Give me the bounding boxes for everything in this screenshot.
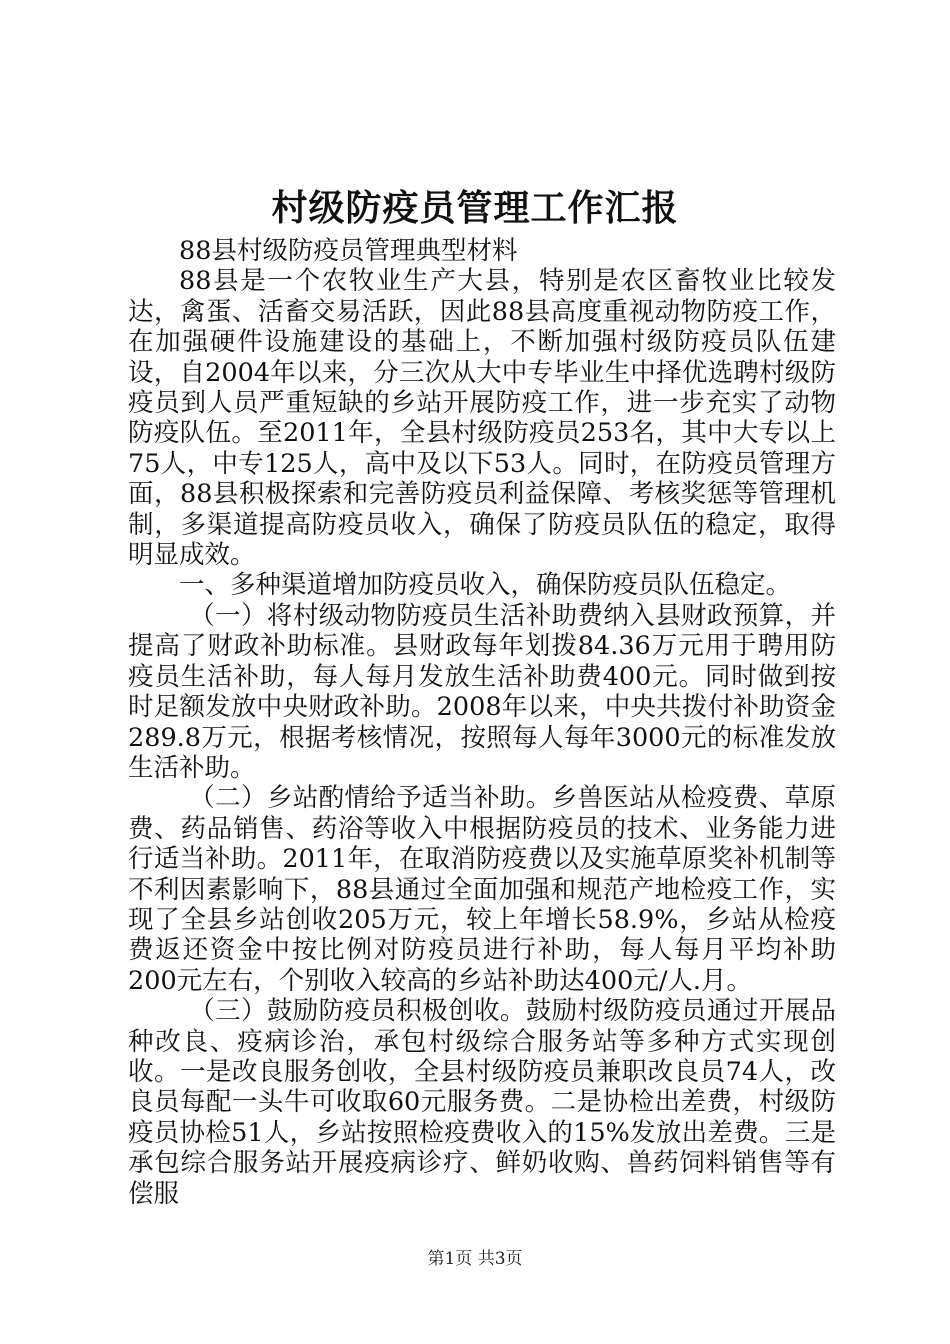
document-subtitle: 88县村级防疫员管理典型材料 bbox=[179, 236, 518, 266]
document-title: 村级防疫员管理工作汇报 bbox=[271, 187, 679, 229]
page-footer: 第1页 共3页 bbox=[427, 1249, 523, 1269]
paragraph-item-3: （三）鼓励防疫员积极创收。鼓励村级防疫员通过开展品种改良、疫病诊治，承包村级综合服务站等多种方式实现创收。一是改良服务创收，全县村级防疫员兼职改良员74人，改良员每配一头牛可收取60元服务费。二是协检出差费，村级防疫员协检51人，乡站按照检疫费收入的15%发放出差费。三是承包综合服务站开展疫病诊疗、鲜奶收购、兽药饲料销售等有偿服 bbox=[128, 996, 836, 1209]
document-body bbox=[128, 236, 836, 1209]
section-heading-1: 一、多种渠道增加防疫员收入，确保防疫员队伍稳定。 bbox=[179, 570, 792, 601]
paragraph-item-2: （二）乡站酌情给予适当补助。乡兽医站从检疫费、草原费、药品销售、药浴等收入中根据防疫员的技术、业务能力进行适当补助。2011年，在取消防疫费以及实施草原奖补机制等不利因素影响下，88县通过全面加强和规范产地检疫工作，实现了全县乡站创收205万元，较上年增长58.9%，乡站从检疫费返还资金中按比例对防疫员进行补助，每人每月平均补助200元左右，个别收入较高的乡站补助达400元/人.月。 bbox=[128, 783, 836, 996]
paragraph-item-1: （一）将村级动物防疫员生活补助费纳入县财政预算，并提高了财政补助标准。县财政每年划拨84.36万元用于聘用防疫员生活补助，每人每月发放生活补助费400元。同时做到按时足额发放中央财政补助。2008年以来，中央共拨付补助资金289.8万元，根据考核情况，按照每人每年3000元的标准发放生活补助。 bbox=[128, 600, 836, 783]
paragraph-intro: 88县是一个农牧业生产大县，特别是农区畜牧业比较发达，禽蛋、活畜交易活跃，因此88县高度重视动物防疫工作，在加强硬件设施建设的基础上，不断加强村级防疫员队伍建设，自2004年以来，分三次从大中专毕业生中择优选聘村级防疫员到人员严重短缺的乡站开展防疫工作，进一步充实了动物防疫队伍。至2011年，全县村级防疫员253名，其中大专以上75人，中专125人，高中及以下53人。同时，在防疫员管理方面，88县积极探索和完善防疫员利益保障、考核奖惩等管理机制，多渠道提高防疫员收入，确保了防疫员队伍的稳定，取得明显成效。 bbox=[128, 266, 836, 571]
